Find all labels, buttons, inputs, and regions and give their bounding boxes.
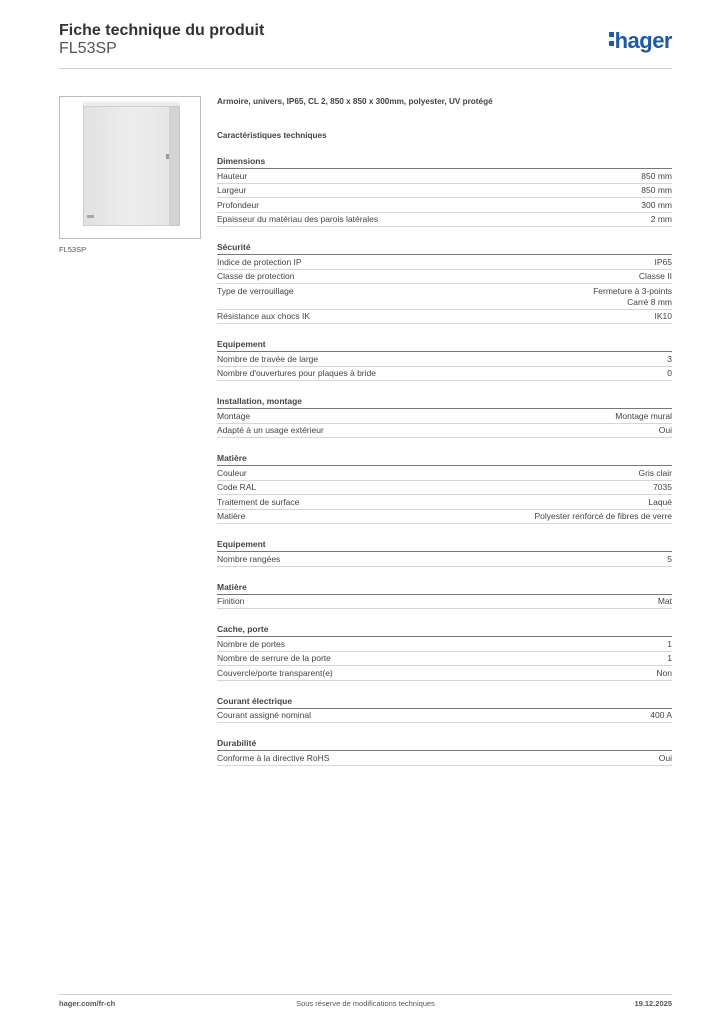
- spec-row: [217, 270, 672, 285]
- spec-row: [217, 409, 672, 424]
- section-title: Sécurité: [217, 241, 672, 255]
- spec-label: Epaisseur du matériau des parois latérales: [217, 214, 379, 224]
- hager-logo: [609, 28, 672, 54]
- spec-label: Indice de protection IP: [217, 256, 302, 267]
- spec-content: [217, 96, 672, 766]
- product-image: [59, 96, 201, 239]
- cabinet-front: [83, 106, 170, 226]
- spec-row: [217, 255, 672, 270]
- spec-value: Oui: [658, 752, 672, 763]
- section-title: Durabilité: [217, 737, 672, 751]
- spec-section: [217, 623, 672, 681]
- section-title: Matière: [217, 452, 672, 466]
- spec-value: Polyester renforcé de fibres de verre: [534, 511, 672, 521]
- footer-date: 19.12.2025: [634, 999, 672, 1008]
- spec-row: [217, 666, 672, 681]
- spec-section: [217, 452, 672, 524]
- cabinet-side: [170, 106, 180, 226]
- spec-row: [217, 751, 672, 766]
- spec-row: [217, 709, 672, 724]
- spec-row: [217, 481, 672, 496]
- section-title: Cache, porte: [217, 623, 672, 637]
- logo-text: hager: [614, 28, 672, 53]
- spec-value: Mat: [657, 596, 672, 606]
- header-divider: [59, 68, 672, 69]
- section-title: Installation, montage: [217, 395, 672, 409]
- section-title: Matière: [217, 581, 672, 595]
- spec-label: Nombre de travée de large: [217, 353, 319, 364]
- footer-website: hager.com/fr-ch: [59, 999, 116, 1008]
- spec-value: 850 mm: [641, 185, 672, 195]
- spec-row: [217, 310, 672, 325]
- spec-value: 5: [667, 553, 672, 564]
- spec-section: [217, 241, 672, 324]
- spec-row: [217, 352, 672, 367]
- spec-section: [217, 695, 672, 724]
- spec-label: Couvercle/porte transparent(e): [217, 667, 333, 678]
- spec-label: Montage: [217, 410, 251, 421]
- spec-row: [217, 169, 672, 184]
- product-description: Armoire, univers, IP65, CL 2, 850 x 850 x 300mm, polyester, UV protégé: [217, 97, 493, 106]
- spec-value: IK10: [654, 311, 672, 321]
- product-code: FL53SP: [59, 40, 117, 57]
- cabinet-badge: [87, 215, 94, 218]
- document-title: Fiche technique du produit: [59, 22, 265, 39]
- spec-section: [217, 581, 672, 610]
- spec-row: [217, 510, 672, 525]
- spec-row: [217, 595, 672, 610]
- spec-section: [217, 338, 672, 381]
- page-header: [59, 22, 672, 70]
- spec-value: Non: [656, 667, 672, 678]
- spec-label: Couleur: [217, 467, 247, 478]
- spec-value: Fermeture à 3-points Carré 8 mm: [593, 285, 672, 307]
- spec-label: Résistance aux chocs IK: [217, 311, 311, 321]
- spec-row: [217, 466, 672, 481]
- spec-value: Laqué: [648, 496, 672, 507]
- spec-label: Largeur: [217, 185, 247, 195]
- spec-row: [217, 495, 672, 510]
- spec-label: Hauteur: [217, 170, 248, 181]
- footer-divider: [59, 994, 672, 995]
- spec-section: [217, 538, 672, 567]
- section-title: Equipement: [217, 538, 672, 552]
- spec-value: 7035: [653, 482, 672, 492]
- spec-value: 300 mm: [641, 199, 672, 210]
- spec-row: [217, 284, 672, 310]
- spec-value: Oui: [658, 425, 672, 435]
- spec-value: IP65: [654, 256, 672, 267]
- spec-row: [217, 198, 672, 213]
- spec-label: Type de verrouillage: [217, 285, 294, 296]
- spec-sections: [217, 155, 672, 766]
- spec-label: Traitement de surface: [217, 496, 300, 507]
- spec-label: Adapté à un usage extérieur: [217, 425, 324, 435]
- spec-label: Matière: [217, 511, 246, 521]
- spec-row: [217, 184, 672, 199]
- spec-value: Gris clair: [638, 467, 672, 478]
- image-caption: FL53SP: [59, 245, 87, 254]
- spec-value: 1: [667, 653, 672, 663]
- logo-dots-icon: [609, 32, 614, 46]
- spec-value: 3: [667, 353, 672, 364]
- page-footer: [59, 999, 672, 1011]
- spec-value: 850 mm: [641, 170, 672, 181]
- spec-row: [217, 424, 672, 439]
- spec-label: Nombre d'ouvertures pour plaques à bride: [217, 368, 376, 378]
- spec-label: Nombre rangées: [217, 553, 281, 564]
- spec-value: Montage mural: [615, 410, 672, 421]
- spec-section: [217, 737, 672, 766]
- spec-label: Finition: [217, 596, 245, 606]
- section-title: Courant électrique: [217, 695, 672, 709]
- spec-label: Classe de protection: [217, 271, 295, 281]
- spec-row: [217, 552, 672, 567]
- spec-section: [217, 395, 672, 438]
- spec-row: [217, 367, 672, 382]
- spec-value: 400 A: [650, 710, 672, 720]
- spec-label: Profondeur: [217, 199, 260, 210]
- spec-row: [217, 213, 672, 228]
- spec-label: Nombre de serrure de la porte: [217, 653, 331, 663]
- spec-label: Conforme à la directive RoHS: [217, 752, 330, 763]
- spec-row: [217, 637, 672, 652]
- section-title: Dimensions: [217, 155, 672, 169]
- spec-label: Code RAL: [217, 482, 257, 492]
- spec-value: 2 mm: [650, 214, 672, 224]
- spec-label: Nombre de portes: [217, 638, 286, 649]
- section-title: Equipement: [217, 338, 672, 352]
- cabinet-lock-icon: [166, 154, 169, 159]
- spec-value: Classe II: [638, 271, 672, 281]
- tech-heading: Caractéristiques techniques: [217, 131, 327, 140]
- spec-section: [217, 155, 672, 227]
- footer-disclaimer: Sous réserve de modifications techniques: [296, 999, 435, 1008]
- spec-label: Courant assigné nominal: [217, 710, 312, 720]
- spec-value: 0: [667, 368, 672, 378]
- spec-value: 1: [667, 638, 672, 649]
- spec-row: [217, 652, 672, 667]
